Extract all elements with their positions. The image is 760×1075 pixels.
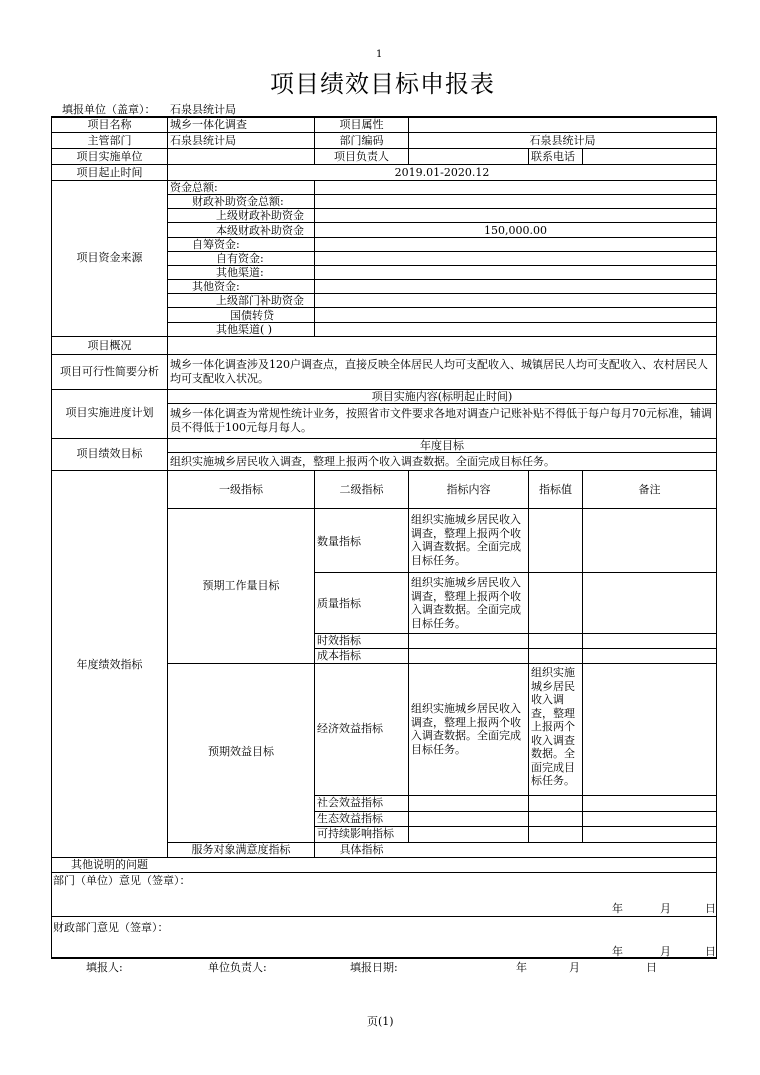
dept-value: 石泉县统计局 [170,134,236,147]
dept-code-label: 部门编码 [339,134,384,147]
funding-row-label: 上级部门补助资金 [216,294,304,307]
indicator-header: 二级指标 [339,483,384,496]
grid-line [167,307,717,308]
goal-header: 年度目标 [420,439,464,452]
grid-line [167,663,717,664]
funding-row-label: 资金总额: [170,181,218,194]
grid-line [51,857,717,858]
grid-line [51,916,717,917]
grid-line [167,452,717,453]
grid-line [51,470,717,471]
dept-opinion-day: 日 [705,902,716,915]
project-attr-label: 项目属性 [339,118,384,131]
finance-opinion-year: 年 [612,945,623,958]
grid-line [582,148,583,165]
period-label: 项目起止时间 [76,166,143,179]
funding-row-label: 本级财政补助资金 [216,224,304,237]
indicator-value: 组织实施城乡居民收入调查，整理上报两个收入调查数据。全面完成目标任务。 [531,666,575,787]
indicator-content: 组织实施城乡居民收入调查，整理上报两个收入调查数据。全面完成目标任务。 [411,702,521,756]
grid-line [408,470,409,843]
level2-indicator: 成本指标 [317,649,361,662]
funding-row-label: 上级财政补助资金 [216,209,304,222]
period-value: 2019.01-2020.12 [394,166,490,179]
indicator-content: 组织实施城乡居民收入调查，整理上报两个收入调查数据。全面完成目标任务。 [411,576,521,630]
grid-line [51,116,52,959]
funding-row-label: 其他资金: [192,280,240,293]
feasibility-label: 项目可行性简要分析 [60,365,159,378]
grid-line [314,470,315,858]
grid-line [314,633,717,634]
grid-line [51,354,717,355]
indicators-section-label: 年度绩效指标 [76,658,143,671]
plan-text: 城乡一体化调查为常规性统计业务，按照省市文件要求各地对调查户记账补贴不得低于每户每月70元标准，辅调员不得低于100元每月每人。 [170,407,712,434]
other-notes-label: 其他说明的问题 [71,858,148,871]
overview-label: 项目概况 [87,339,132,352]
funding-row-label: 国债转贷 [230,309,274,322]
workload-target-label: 预期工作量目标 [202,579,280,592]
funding-row-label: 财政补助资金总额: [192,195,284,208]
grid-line [51,164,717,165]
finance-opinion-label: 财政部门意见（签章）： [53,921,169,934]
funding-section-label: 项目资金来源 [76,251,143,264]
level2-indicator: 时效指标 [317,634,361,647]
level2-indicator: 可持续影响指标 [317,827,394,840]
grid-line [51,116,717,118]
grid-line [528,470,529,843]
grid-line [167,237,717,238]
fill-unit-label: 填报单位（盖章）： [62,103,156,116]
grid-line [51,148,717,149]
grid-line [51,132,717,133]
unit-head-label: 单位负责人: [208,961,267,974]
indicator-header: 一级指标 [219,483,263,496]
grid-line [167,470,168,858]
fill-date-label: 填报日期: [350,961,398,974]
indicator-header: 指标值 [539,483,572,496]
level2-indicator: 经济效益指标 [317,722,383,735]
page-footer-number: 页(1) [367,1015,394,1028]
grid-line [314,648,717,649]
finance-opinion-day: 日 [705,945,716,958]
project-name-value: 城乡一体化调查 [170,118,247,131]
benefit-target-label: 预期效益目标 [208,745,274,758]
dept-opinion-year: 年 [612,902,623,915]
grid-line [528,148,529,165]
project-name-label: 项目名称 [87,118,132,131]
phone-label: 联系电话 [531,150,575,163]
fill-unit-value: 石泉县统计局 [170,103,236,116]
filler-label: 填报人: [86,961,123,974]
page-top-number: 1 [376,49,383,60]
level2-indicator: 质量指标 [317,597,361,610]
grid-line [51,336,717,337]
fill-date-day: 日 [646,961,657,974]
grid-line [314,572,717,573]
funding-row-value: 150,000.00 [484,224,547,237]
grid-line [582,470,583,843]
level2-indicator: 社会效益指标 [317,796,383,809]
indicator-content: 组织实施城乡居民收入调查，整理上报两个收入调查数据。全面完成目标任务。 [411,513,521,567]
dept-opinion-month: 月 [660,902,671,915]
specific-indicator-label: 具体指标 [339,843,384,856]
grid-line [716,116,717,959]
grid-line [51,872,717,873]
grid-line [167,180,168,337]
grid-line [314,180,315,337]
grid-line [167,403,717,404]
dept-code-value: 石泉县统计局 [529,134,596,147]
dept-opinion-label: 部门（单位）意见（签章）： [53,874,191,887]
finance-opinion-month: 月 [660,945,671,958]
plan-header: 项目实施内容(标明起止时间) [371,390,513,403]
fill-date-month: 月 [569,961,580,974]
satisfaction-label: 服务对象满意度指标 [191,843,291,856]
funding-row-label: 其他渠道( ) [216,323,273,336]
dept-label: 主管部门 [87,134,132,147]
level2-indicator: 数量指标 [317,535,361,548]
funding-row-label: 自筹资金: [192,238,240,251]
grid-line [167,222,717,223]
grid-line [167,508,717,509]
page-title: 项目绩效目标申报表 [270,70,495,98]
grid-line [167,279,717,280]
grid-line [51,180,717,181]
plan-label: 项目实施进度计划 [65,406,154,419]
funding-row-label: 其他渠道: [216,266,264,279]
impl-unit-label: 项目实施单位 [76,150,143,163]
grid-line [51,438,717,439]
feasibility-text: 城乡一体化调查涉及120户调查点，直接反映全体居民人均可支配收入、城镇居民人均可支配收入、农村居民人均可支配收入状况。 [170,358,708,385]
goal-text: 组织实施城乡居民收入调查，整理上报两个收入调查数据。全面完成目标任务。 [170,455,555,468]
level2-indicator: 生态效益指标 [317,812,383,825]
funding-row-label: 自有资金: [216,252,264,265]
indicator-header: 指标内容 [446,483,491,496]
fill-date-year: 年 [516,961,527,974]
goal-label: 项目绩效目标 [76,447,143,460]
owner-label: 项目负责人 [334,150,389,163]
indicator-header: 备注 [638,483,661,496]
